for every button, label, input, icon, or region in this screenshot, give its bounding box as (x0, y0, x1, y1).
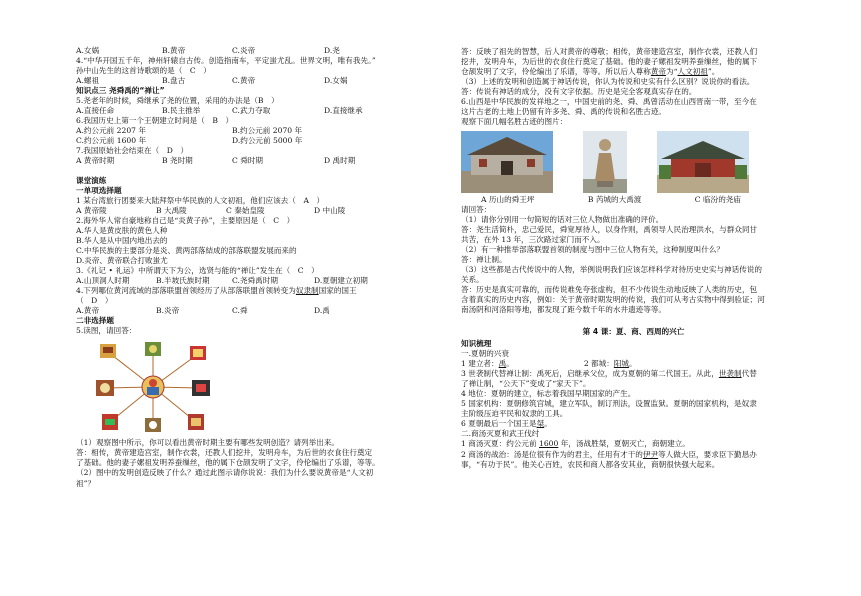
option-c: C 舜时期 (232, 156, 264, 166)
subsection-heading: 二.商汤灭夏和武王伐纣 (461, 429, 540, 439)
underlined-term: 黄帝 (650, 67, 667, 77)
option-a: A.女娲 (76, 46, 100, 55)
option-d: D 禹时期 (324, 156, 356, 166)
text-segment: 为“ (666, 67, 678, 77)
question-4: 4.“中华开国五千年，神州轩辕自古传。创造指南车，平定蚩尤乱。世界文明，唯有我先。” (76, 56, 376, 66)
underlined-term: 奴隶制 (295, 286, 319, 296)
section-heading: 知识点三 尧舜禹的“禅让” (76, 86, 165, 96)
dayudu-statue-photo (583, 131, 627, 193)
question-3: （3）上述的发明和创造属于神话传说，你认为传说和史实有什么区别？说说你的看法。 (461, 77, 755, 87)
option-d: D.禹 (314, 306, 330, 316)
underlined-term: 人文初祖 (677, 67, 708, 77)
option-b: B.盘古 (162, 76, 186, 86)
text-segment: 国家的国王 (318, 286, 357, 296)
option-b: B.黄帝 (162, 46, 186, 55)
caption-a: A 历山的舜王坪 (481, 195, 535, 205)
option-a: A.直接任命 (76, 106, 115, 116)
options-row (76, 46, 414, 56)
exercise-6: 6.山西是中华民族的发祥地之一，中国史前的尧、舜、禹曾活动在山西晋南一带，至今在 (461, 97, 757, 107)
subsection-heading: 二非选择题 (76, 316, 114, 326)
question-2: （2）有一种推举部落联盟首领的制度与图中三位人物有关，这种制度叫什么？ (461, 245, 725, 255)
right-column (461, 47, 806, 470)
scenic-photos (461, 131, 806, 193)
answer-3: 答：历史是真实可靠的，而传说难免夸张虚构，但不少传说生动地反映了人类的历史，包 (461, 285, 758, 295)
photo-yaomiao (657, 131, 749, 193)
option-a: A.黄帝 (76, 306, 100, 316)
point-1 (461, 439, 806, 449)
text-segment: 2 都城： (583, 359, 614, 369)
option-a: A 黄帝陵 (76, 206, 107, 216)
option-b: B 尧时期 (162, 156, 193, 166)
options-row (76, 276, 414, 286)
answer-2: 答：反映了祖先的智慧，后人对黄帝的尊敬；相传，黄帝建造宫室，制作衣裳，还教人们 (461, 47, 758, 56)
left-column (76, 46, 414, 489)
point-5-cont: 主阶级压迫平民和奴隶的工具。 (461, 409, 568, 419)
text-segment: 仓颉发明了文字，伶伦编出了乐谱，等等。所以后人尊称 (461, 67, 651, 77)
subsection-heading: 一单项选择题 (76, 186, 122, 196)
option-b: B 大禹陵 (156, 206, 187, 216)
options-row (76, 106, 414, 116)
option-c: C.黄帝 (232, 76, 256, 86)
option-b: B.半坡氏族时期 (156, 276, 210, 286)
underlined-term: 1600 (539, 439, 559, 449)
text-segment: 2 商汤的战治：汤是位很有作为的君主，任用有才干的 (461, 449, 643, 459)
option-a: A.华人是黄皮肤的黄色人种 (76, 226, 168, 236)
text-segment: 6 夏朝最后一个国王是 (461, 419, 537, 429)
exercise-6-cont: 这片古老的土地上仍留有许多尧、舜、禹的传说和名胜古迹。 (461, 107, 667, 117)
option-b: B.华人是从中国内地出去的 (76, 236, 168, 246)
question-3-cont: 关系。 (461, 275, 484, 285)
text-segment: 代替 (741, 369, 757, 379)
option-d: D.炎帝、黄帝联合打败蚩尤 (76, 256, 168, 266)
exercise-5-q2: （2）图中的发明创造反映了什么？通过此图示请你说说：我们为什么要说黄帝是“人文初 (76, 468, 374, 478)
exercise-6-prompt: 观察下面几幅名胜古迹的图片： (461, 117, 568, 127)
exercise-5-q2-cont: 祖”？ (76, 478, 96, 488)
option-c: C.中华民族的主要部分是炎、黄两部落結成的部落联盟发展而来的 (76, 246, 297, 256)
exercise-1: 1 某台湾旅行团要来大陆拜祭中华民族的人文初祖，他们应该去（ A ） (76, 196, 325, 206)
exercise-3: 3.《礼记 • 礼运》中所谓天下为公，选贤与能的“禅让”发生在（ C ） (76, 266, 319, 276)
question-7: 7.我国原始社会结束在（ D ） (76, 146, 189, 156)
inventions-illustration (88, 340, 218, 434)
text-segment: 年，汤战胜桀，夏朝灭亡，商朝建立。 (558, 439, 690, 449)
option-a: A.螺祖 (76, 76, 100, 86)
subsection-heading: 一.夏朝的兴衰 (461, 349, 509, 359)
options-row (76, 76, 414, 86)
option-c: C.约公元前 1600 年 (76, 136, 147, 146)
text-segment: 1 建立者： (461, 359, 499, 369)
option-d: D.夏朝建立初期 (314, 276, 368, 286)
exercise-5-a1-cont: 了基础。他的妻子嫘祖发明养蚕缫丝，他的属下仓颉发明了文字，伶伦编出了乐谱，等等。 (76, 458, 380, 468)
option-a: A 黄帝时期 (76, 156, 115, 166)
question-6: 6.我国历史上第一个王朝建立时间是（ B ） (76, 116, 234, 126)
underlined-term: 伊尹 (642, 449, 659, 459)
answer-2-cont (461, 67, 806, 77)
point-1 (461, 359, 806, 369)
section-heading: 知识梳理 (461, 339, 492, 349)
text-segment: 1 商汤灭夏：约公元前 (461, 439, 540, 449)
option-c: C.尧舜禹时期 (232, 276, 278, 286)
photo-captions (481, 195, 741, 205)
option-d: D.女娲 (324, 76, 348, 86)
underlined-term: 世袭制 (718, 369, 742, 379)
text-segment: 4.下列哪位黄河流域的部落联盟首领经历了从部落联盟首领转变为 (76, 286, 296, 296)
exercise-4 (76, 286, 414, 296)
point-5: 5 国家机构：夏朝修筑宫城，建立军队，制订刑法，设置监狱。夏朝的国家机构，是奴隶 (461, 399, 757, 409)
answer-2: 答：禅让制。 (461, 255, 507, 265)
inventions-diagram (88, 340, 218, 434)
text-segment: 。 (506, 359, 514, 369)
option-d: D 中山陵 (314, 206, 346, 216)
options-row (76, 126, 414, 136)
exercise-4-answer: （ D ） (76, 296, 113, 306)
option-b: B.炎帝 (156, 306, 180, 316)
question-5: 5.尧老年的时候，舜继承了尧的位置，采用的办法是（B ） (76, 96, 279, 106)
point-6 (461, 419, 806, 429)
underlined-term: 阳城 (613, 359, 630, 369)
text-segment: 。 (629, 359, 637, 369)
option-c: C.武力夺取 (232, 106, 271, 116)
option-c: C.舜 (232, 306, 248, 316)
photo-dayudu (583, 131, 627, 193)
option-b: B.约公元前 2070 年 (232, 126, 303, 136)
yaomiao-photo (657, 131, 749, 193)
underlined-term: 禹 (498, 359, 507, 369)
lesson-title: 第 4 课：夏、商、西周的兴亡 (582, 327, 685, 337)
exercise-5-a1: 答：相传，黄帝建造宫室，制作衣裳，还教人们挖井，发明舟车，为后世的衣食住行奠定 (76, 448, 373, 458)
option-c: C 秦始皇陵 (226, 206, 265, 216)
answer-3-cont: 含着真实的历史内容，例如：关于黄帝时期发明的传说，我们可从考古实物中得到验证；河 (461, 295, 765, 305)
answer-1-cont: 共苦，在外 13 年，三次路过家门而不入。 (461, 235, 605, 245)
underlined-term: 桀 (536, 419, 545, 429)
exercise-5-q1: （1）观察图中所示，你可以看出黄帝时期主要有哪些发明创造？请列举出来。 (76, 438, 340, 448)
answer-3: 答：传说有神话的成分，没有文字依据。历史是完全客观真实存在的。 (461, 87, 697, 97)
question-4-cont: 孙中山先生的这首诗歌颂的是（ C ） (76, 66, 211, 76)
option-a: A.山顶洞人时期 (76, 276, 130, 286)
point-4: 4 地位：夏朝的建立，标志着我国早期国家的产生。 (461, 389, 636, 399)
point-2-cont: 事，“有功于民”。他关心百姓，农民和商人都各安其业，商朝很快强大起来。 (461, 459, 720, 469)
option-a: A.约公元前 2207 年 (76, 126, 147, 136)
options-row (76, 156, 414, 166)
shunwangping-photo (461, 131, 553, 193)
options-row (76, 206, 414, 216)
point-3 (461, 369, 806, 379)
text-segment: 。 (544, 419, 552, 429)
option-d: D.直接继承 (324, 106, 363, 116)
options-row (76, 136, 414, 146)
text-segment: 3 世袭制代替禅让制：禹死后，启继承父位，成为夏朝的第二代国王。从此， (461, 369, 719, 379)
caption-b: B 芮城的大禹渡 (587, 195, 642, 205)
answer-3-cont: 南汤阴和河洛阳等地，都发现了距今数千年的水井遗迹等等。 (461, 305, 667, 315)
caption-c: C 临汾的尧庙 (694, 195, 741, 205)
answer-prompt: 请回答： (461, 205, 492, 215)
option-d: D.约公元前 5000 年 (232, 136, 303, 146)
option-b: B.民主推举 (162, 106, 201, 116)
question-3: （3）这些都是古代传说中的人物，举例说明我们应该怎样科学对待历史史实与神话传说的 (461, 265, 762, 275)
option-c: C.炎帝 (232, 46, 256, 55)
exercise-2: 2.海外华人常自豪地称自己是“炎黄子孙”，主要原因是（ C ） (76, 216, 295, 226)
exercise-5: 5.读图，请回答： (76, 326, 137, 336)
option-d: D.尧 (324, 46, 340, 55)
answer-1: 答：尧生活简朴，忠己爱民，舜宽厚待人，以身作则，禹领导人民治理洪水，与群众同甘 (461, 225, 758, 235)
options-row (76, 306, 414, 316)
point-3-cont: 了禅让制，“公天下”变成了“家天下”。 (461, 379, 591, 389)
answer-2-cont: 挖井，发明舟车，为后世的衣食住行奠定了基础。他的妻子嫘祖发明养蚕缫丝，他的属下 (461, 57, 758, 67)
photo-shunwangping (461, 131, 553, 193)
text-segment: 等人做大臣，要求臣下勤恳办 (658, 449, 757, 459)
question-1: （1）请你分别用一句简短的话对三位人物做出准确的评价。 (461, 215, 664, 225)
text-segment: ”。 (707, 67, 720, 77)
section-heading: 课堂演练 (76, 176, 107, 186)
point-2 (461, 450, 806, 460)
